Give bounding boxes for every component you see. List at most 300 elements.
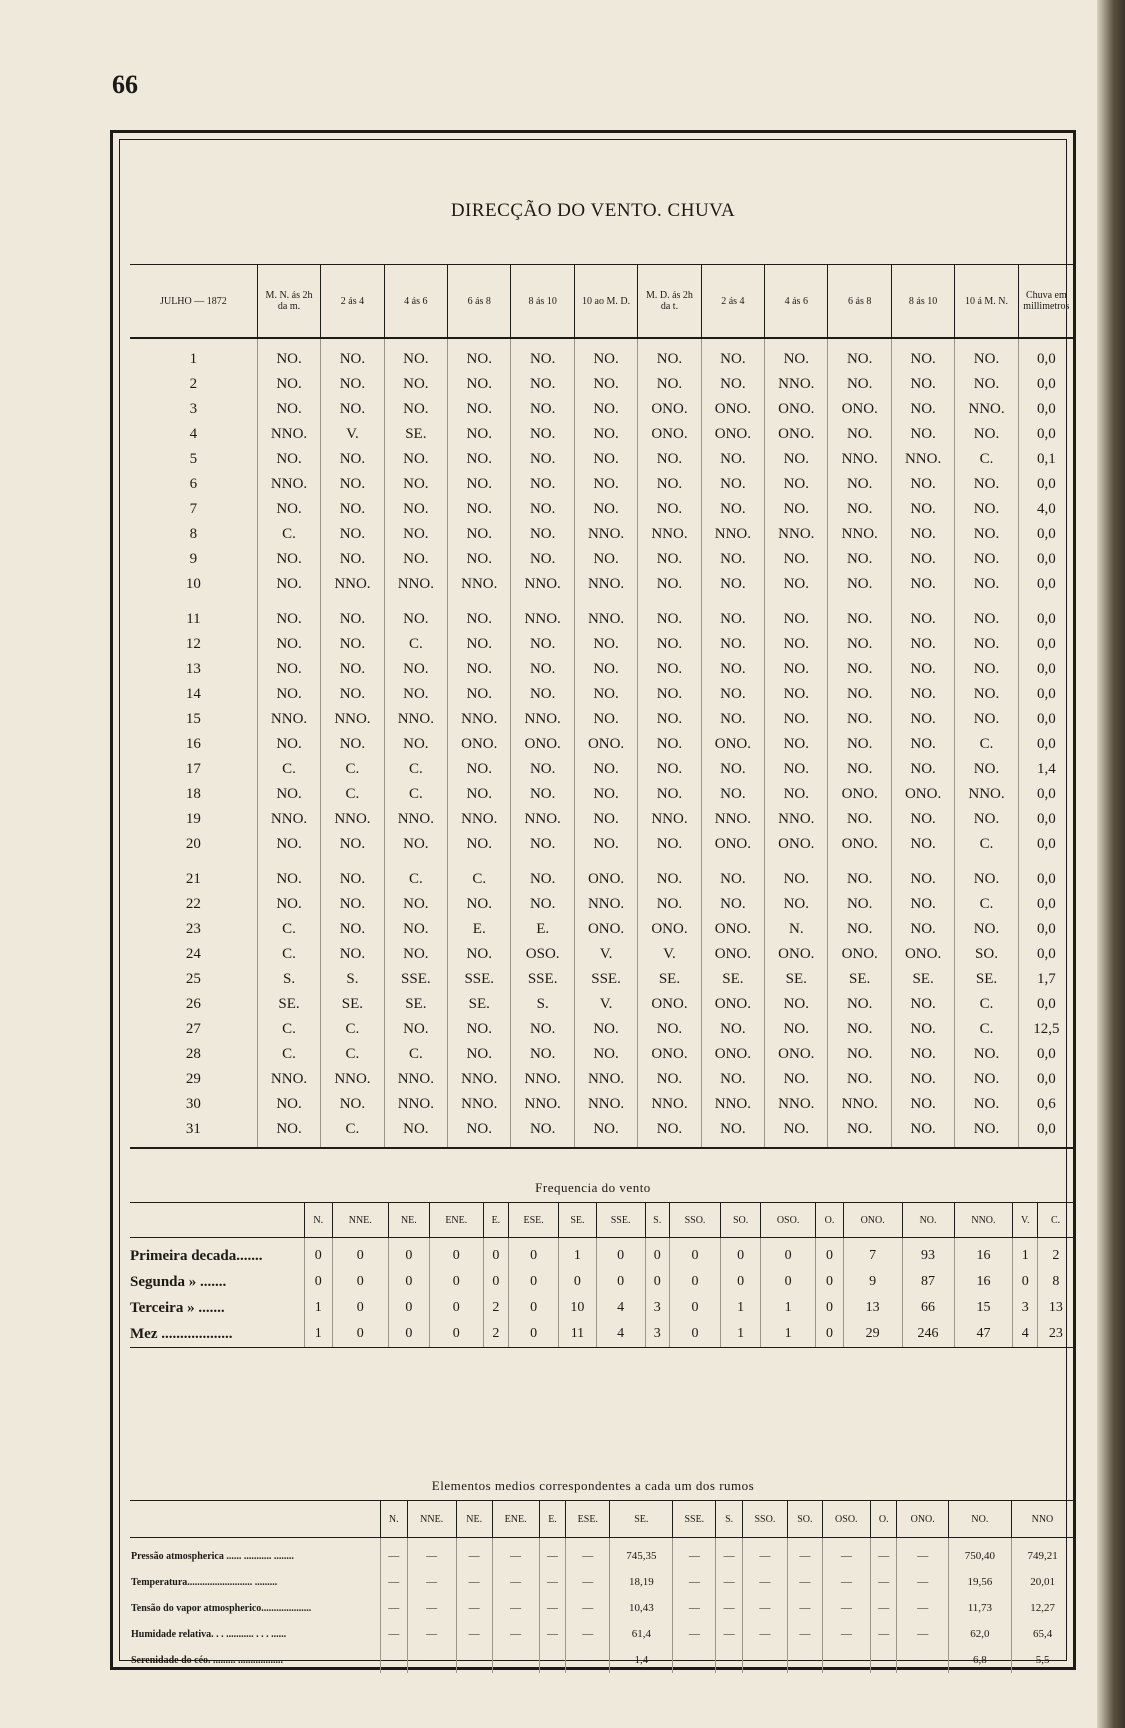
day-cell: 26 bbox=[185, 996, 201, 1012]
wind-cell: NO. bbox=[955, 657, 1018, 682]
wind-cell: NO. bbox=[511, 497, 574, 522]
frequency-cell: 0 bbox=[721, 1269, 761, 1295]
elements-row bbox=[130, 1569, 1074, 1595]
elements-cell: — bbox=[407, 1647, 456, 1673]
direction-header: E. bbox=[483, 1203, 508, 1238]
table-row bbox=[130, 732, 1074, 757]
wind-cell: NO. bbox=[511, 632, 574, 657]
wind-cell: NO. bbox=[638, 892, 701, 917]
wind-cell: NNO. bbox=[511, 572, 574, 597]
table-row bbox=[130, 832, 1074, 857]
direction-header: NE. bbox=[388, 1203, 429, 1238]
wind-cell: C. bbox=[321, 782, 384, 807]
elements-cell: 750,40 bbox=[948, 1538, 1011, 1570]
elements-cell: — bbox=[897, 1647, 948, 1673]
wind-cell: ONO. bbox=[765, 397, 828, 422]
wind-cell: NO. bbox=[955, 1092, 1018, 1117]
wind-cell: NO. bbox=[891, 857, 954, 892]
wind-cell: NO. bbox=[891, 522, 954, 547]
wind-cell: NO. bbox=[701, 757, 764, 782]
frequency-cell: 0 bbox=[483, 1269, 508, 1295]
frequency-cell: 8 bbox=[1038, 1269, 1074, 1295]
frequency-cell: 0 bbox=[429, 1321, 483, 1348]
wind-cell: NNO. bbox=[511, 1067, 574, 1092]
wind-cell: NO. bbox=[701, 1067, 764, 1092]
wind-cell: NO. bbox=[891, 547, 954, 572]
wind-cell: NO. bbox=[321, 857, 384, 892]
direction-header: SE. bbox=[559, 1203, 596, 1238]
wind-cell: SSE. bbox=[511, 967, 574, 992]
frequency-row-label: Primeira decada....... bbox=[130, 1247, 263, 1264]
wind-cell: NO. bbox=[384, 447, 447, 472]
frequency-cell: 0 bbox=[508, 1295, 558, 1321]
elements-cell: — bbox=[566, 1621, 610, 1647]
wind-cell: NO. bbox=[574, 497, 637, 522]
rain-cell: 0,0 bbox=[1018, 572, 1074, 597]
wind-cell: NNO. bbox=[448, 807, 511, 832]
frequency-row-label: Segunda » ....... bbox=[130, 1273, 227, 1290]
elements-cell: — bbox=[822, 1647, 870, 1673]
wind-cell: NO. bbox=[828, 472, 891, 497]
table-row bbox=[130, 597, 1074, 632]
wind-cell: NO. bbox=[574, 547, 637, 572]
wind-cell: NO. bbox=[384, 597, 447, 632]
elements-cell: 5,5 bbox=[1011, 1647, 1073, 1673]
wind-cell: C. bbox=[257, 1042, 320, 1067]
elements-cell: — bbox=[539, 1621, 566, 1647]
day-cell: 10 bbox=[185, 576, 201, 592]
wind-cell: NO. bbox=[321, 657, 384, 682]
wind-cell: NO. bbox=[701, 782, 764, 807]
wind-cell: NO. bbox=[448, 597, 511, 632]
wind-cell: NO. bbox=[384, 547, 447, 572]
frequency-cell: 0 bbox=[508, 1321, 558, 1348]
wind-cell: SE. bbox=[638, 967, 701, 992]
elements-cell: — bbox=[492, 1621, 539, 1647]
elements-cell: — bbox=[566, 1595, 610, 1621]
wind-cell: SE. bbox=[257, 992, 320, 1017]
wind-cell: NO. bbox=[321, 942, 384, 967]
wind-cell: C. bbox=[448, 857, 511, 892]
frequency-cell: 0 bbox=[816, 1238, 844, 1270]
elements-cell: — bbox=[566, 1569, 610, 1595]
table-row bbox=[130, 892, 1074, 917]
wind-cell: NO. bbox=[828, 1042, 891, 1067]
wind-cell: ONO. bbox=[828, 832, 891, 857]
elements-cell: — bbox=[456, 1621, 492, 1647]
wind-cell: C. bbox=[955, 732, 1018, 757]
wind-cell: NNO. bbox=[765, 1092, 828, 1117]
wind-frequency-table bbox=[130, 1202, 1074, 1348]
elements-cell: — bbox=[492, 1538, 539, 1570]
wind-cell: NO. bbox=[448, 1117, 511, 1148]
day-cell: 12 bbox=[185, 636, 201, 652]
wind-cell: C. bbox=[384, 632, 447, 657]
wind-cell: NO. bbox=[955, 497, 1018, 522]
wind-cell: NO. bbox=[448, 472, 511, 497]
frequency-cell: 0 bbox=[332, 1295, 388, 1321]
header-row bbox=[130, 265, 1074, 339]
rain-cell: 0,6 bbox=[1018, 1092, 1074, 1117]
frequency-cell: 16 bbox=[954, 1269, 1013, 1295]
frequency-cell: 0 bbox=[388, 1269, 429, 1295]
page-edge-shadow bbox=[1097, 0, 1125, 1728]
direction-header: E. bbox=[539, 1501, 566, 1538]
frequency-cell: 0 bbox=[669, 1321, 721, 1348]
table-row bbox=[130, 682, 1074, 707]
column-header: 8 ás 10 bbox=[511, 265, 574, 339]
day-cell: 1 bbox=[189, 351, 198, 367]
rain-cell: 12,5 bbox=[1018, 1017, 1074, 1042]
elements-cell: — bbox=[870, 1538, 897, 1570]
wind-cell: ONO. bbox=[701, 917, 764, 942]
wind-cell: NO. bbox=[701, 657, 764, 682]
wind-cell: NO. bbox=[955, 757, 1018, 782]
frequency-cell: 0 bbox=[760, 1269, 815, 1295]
wind-cell: NNO. bbox=[701, 807, 764, 832]
wind-cell: NO. bbox=[701, 372, 764, 397]
wind-cell: NO. bbox=[828, 732, 891, 757]
page-number: 66 bbox=[112, 70, 138, 99]
wind-cell: NO. bbox=[257, 732, 320, 757]
elements-cell: 11,73 bbox=[948, 1595, 1011, 1621]
wind-cell: NO. bbox=[891, 632, 954, 657]
table-row bbox=[130, 422, 1074, 447]
wind-cell: OSO. bbox=[511, 942, 574, 967]
wind-cell: NO. bbox=[448, 1017, 511, 1042]
frequency-cell: 0 bbox=[669, 1269, 721, 1295]
wind-cell: NO. bbox=[891, 422, 954, 447]
rain-cell: 0,0 bbox=[1018, 422, 1074, 447]
frequency-cell: 9 bbox=[843, 1269, 902, 1295]
wind-cell: NO. bbox=[448, 832, 511, 857]
wind-cell: NO. bbox=[891, 1117, 954, 1148]
table-row bbox=[130, 657, 1074, 682]
rain-cell: 0,0 bbox=[1018, 892, 1074, 917]
frequency-cell: 4 bbox=[1013, 1321, 1038, 1348]
table-row bbox=[130, 782, 1074, 807]
frequency-row bbox=[130, 1238, 1074, 1270]
day-cell: 23 bbox=[185, 921, 201, 937]
wind-cell: NO. bbox=[384, 917, 447, 942]
wind-cell: NO. bbox=[891, 992, 954, 1017]
wind-cell: NO. bbox=[828, 857, 891, 892]
wind-cell: ONO. bbox=[638, 397, 701, 422]
rain-cell: 0,0 bbox=[1018, 547, 1074, 572]
wind-cell: NO. bbox=[448, 657, 511, 682]
frequency-cell: 23 bbox=[1038, 1321, 1074, 1348]
wind-cell: NO. bbox=[384, 497, 447, 522]
wind-cell: NO. bbox=[891, 682, 954, 707]
wind-cell: ONO. bbox=[828, 782, 891, 807]
wind-cell: NO. bbox=[828, 1117, 891, 1148]
frequency-header-row bbox=[130, 1203, 1074, 1238]
elements-cell: — bbox=[788, 1538, 823, 1570]
wind-cell: NO. bbox=[574, 472, 637, 497]
wind-cell: NO. bbox=[448, 447, 511, 472]
frequency-cell: 0 bbox=[816, 1295, 844, 1321]
wind-cell: NO. bbox=[638, 497, 701, 522]
wind-cell: NO. bbox=[828, 807, 891, 832]
day-cell: 3 bbox=[189, 401, 198, 417]
wind-cell: C. bbox=[384, 782, 447, 807]
wind-cell: SO. bbox=[955, 942, 1018, 967]
frequency-cell: 13 bbox=[1038, 1295, 1074, 1321]
wind-cell: C. bbox=[384, 1042, 447, 1067]
elements-cell: — bbox=[716, 1569, 743, 1595]
rain-cell: 0,0 bbox=[1018, 1042, 1074, 1067]
elements-cell: 749,21 bbox=[1011, 1538, 1073, 1570]
wind-cell: NO. bbox=[448, 338, 511, 372]
wind-cell: ONO. bbox=[638, 422, 701, 447]
wind-cell: NNO. bbox=[574, 892, 637, 917]
direction-header: SSO. bbox=[742, 1501, 787, 1538]
frequency-row bbox=[130, 1321, 1074, 1348]
direction-header: O. bbox=[816, 1203, 844, 1238]
wind-cell: NO. bbox=[701, 632, 764, 657]
elements-cell: 10,43 bbox=[610, 1595, 673, 1621]
wind-cell: NO. bbox=[511, 682, 574, 707]
wind-cell: NO. bbox=[638, 857, 701, 892]
column-header: 10 á M. N. bbox=[955, 265, 1018, 339]
wind-cell: C. bbox=[257, 1017, 320, 1042]
wind-cell: NO. bbox=[574, 782, 637, 807]
wind-cell: NO. bbox=[701, 682, 764, 707]
frequency-cell: 0 bbox=[760, 1238, 815, 1270]
frequency-cell: 2 bbox=[483, 1321, 508, 1348]
table-frame-inner bbox=[119, 139, 1070, 1666]
elements-cell: 19,56 bbox=[948, 1569, 1011, 1595]
wind-cell: NO. bbox=[574, 397, 637, 422]
elements-cell: — bbox=[716, 1621, 743, 1647]
wind-cell: NO. bbox=[448, 1042, 511, 1067]
table-row bbox=[130, 397, 1074, 422]
elements-cell: 1,4 bbox=[610, 1647, 673, 1673]
wind-cell: NO. bbox=[891, 397, 954, 422]
wind-cell: NO. bbox=[511, 372, 574, 397]
wind-cell: V. bbox=[321, 422, 384, 447]
elements-header-row bbox=[130, 1501, 1074, 1538]
day-cell: 25 bbox=[185, 971, 201, 987]
wind-cell: NNO. bbox=[257, 1067, 320, 1092]
wind-cell: NNO. bbox=[828, 522, 891, 547]
wind-cell: NO. bbox=[828, 1067, 891, 1092]
wind-cell: SE. bbox=[701, 967, 764, 992]
frequency-row-label: Mez ................... bbox=[130, 1321, 305, 1348]
rain-cell: 0,0 bbox=[1018, 942, 1074, 967]
elements-row bbox=[130, 1621, 1074, 1647]
wind-cell: NO. bbox=[701, 857, 764, 892]
wind-cell: NO. bbox=[828, 757, 891, 782]
rain-cell: 1,7 bbox=[1018, 967, 1074, 992]
direction-header: NE. bbox=[456, 1501, 492, 1538]
direction-header: S. bbox=[716, 1501, 743, 1538]
column-header: 6 ás 8 bbox=[828, 265, 891, 339]
frequency-cell: 3 bbox=[1013, 1295, 1038, 1321]
rain-cell: 0,0 bbox=[1018, 472, 1074, 497]
elements-cell: — bbox=[381, 1538, 408, 1570]
frequency-cell: 0 bbox=[305, 1238, 333, 1270]
wind-cell: NO. bbox=[891, 807, 954, 832]
wind-cell: NO. bbox=[511, 892, 574, 917]
day-cell: 28 bbox=[185, 1046, 201, 1062]
rain-cell: 0,0 bbox=[1018, 597, 1074, 632]
wind-cell: NNO. bbox=[321, 572, 384, 597]
table-row bbox=[130, 1092, 1074, 1117]
wind-cell: C. bbox=[257, 942, 320, 967]
wind-cell: NO. bbox=[955, 857, 1018, 892]
table-row bbox=[130, 967, 1074, 992]
elements-cell: 18,19 bbox=[610, 1569, 673, 1595]
frequency-cell: 16 bbox=[954, 1238, 1013, 1270]
elements-cell: — bbox=[673, 1621, 716, 1647]
wind-cell: NO. bbox=[891, 497, 954, 522]
wind-cell: NO. bbox=[701, 892, 764, 917]
frequency-cell: 4 bbox=[596, 1321, 645, 1348]
wind-cell: ONO. bbox=[701, 832, 764, 857]
wind-cell: NO. bbox=[828, 1017, 891, 1042]
wind-cell: NO. bbox=[574, 807, 637, 832]
wind-cell: NO. bbox=[891, 472, 954, 497]
elements-cell: — bbox=[381, 1595, 408, 1621]
direction-header: O. bbox=[870, 1501, 897, 1538]
wind-cell: NO. bbox=[765, 597, 828, 632]
wind-cell: NO. bbox=[384, 832, 447, 857]
wind-cell: NO. bbox=[448, 397, 511, 422]
wind-cell: NNO. bbox=[574, 1067, 637, 1092]
day-cell: 13 bbox=[185, 661, 201, 677]
wind-cell: NO. bbox=[891, 892, 954, 917]
wind-cell: ONO. bbox=[765, 942, 828, 967]
wind-cell: NO. bbox=[638, 682, 701, 707]
frequency-cell: 0 bbox=[483, 1238, 508, 1270]
frequency-cell: 1 bbox=[760, 1321, 815, 1348]
elements-cell: — bbox=[456, 1647, 492, 1673]
wind-cell: NO. bbox=[574, 422, 637, 447]
wind-cell: ONO. bbox=[574, 857, 637, 892]
wind-cell: NO. bbox=[384, 892, 447, 917]
day-cell: 20 bbox=[185, 836, 201, 852]
wind-cell: NO. bbox=[638, 707, 701, 732]
column-header: M. N. ás 2h da m. bbox=[257, 265, 320, 339]
wind-cell: NO. bbox=[257, 857, 320, 892]
wind-cell: NO. bbox=[765, 472, 828, 497]
wind-cell: ONO. bbox=[701, 422, 764, 447]
wind-cell: NO. bbox=[384, 338, 447, 372]
wind-cell: NO. bbox=[765, 992, 828, 1017]
wind-cell: NO. bbox=[321, 447, 384, 472]
frequency-cell: 0 bbox=[388, 1238, 429, 1270]
direction-header: S. bbox=[645, 1203, 669, 1238]
wind-cell: ONO. bbox=[765, 1042, 828, 1067]
wind-cell: NO. bbox=[384, 942, 447, 967]
wind-cell: ONO. bbox=[638, 992, 701, 1017]
elements-cell: — bbox=[407, 1538, 456, 1570]
wind-cell: NO. bbox=[257, 1117, 320, 1148]
frequency-cell: 0 bbox=[1013, 1269, 1038, 1295]
wind-cell: NO. bbox=[321, 497, 384, 522]
rain-cell: 0,0 bbox=[1018, 632, 1074, 657]
elements-cell: — bbox=[716, 1647, 743, 1673]
frequency-cell: 246 bbox=[902, 1321, 954, 1348]
wind-cell: NO. bbox=[321, 338, 384, 372]
wind-cell: NO. bbox=[574, 447, 637, 472]
elements-row bbox=[130, 1647, 1074, 1673]
wind-cell: NO. bbox=[701, 447, 764, 472]
elements-cell: — bbox=[742, 1538, 787, 1570]
elements-cell: — bbox=[381, 1621, 408, 1647]
wind-cell: NNO. bbox=[448, 1067, 511, 1092]
wind-cell: ONO. bbox=[701, 942, 764, 967]
wind-cell: NO. bbox=[891, 1042, 954, 1067]
wind-cell: NO. bbox=[701, 497, 764, 522]
wind-cell: NO. bbox=[955, 472, 1018, 497]
wind-cell: NO. bbox=[257, 338, 320, 372]
elements-cell: — bbox=[673, 1595, 716, 1621]
wind-cell: NO. bbox=[511, 832, 574, 857]
direction-header: SSE. bbox=[596, 1203, 645, 1238]
wind-cell: NNO. bbox=[448, 707, 511, 732]
elements-cell: — bbox=[822, 1569, 870, 1595]
wind-cell: NO. bbox=[321, 547, 384, 572]
direction-header: NO. bbox=[902, 1203, 954, 1238]
elements-cell: — bbox=[539, 1538, 566, 1570]
column-header: 4 ás 6 bbox=[384, 265, 447, 339]
wind-cell: NNO. bbox=[257, 472, 320, 497]
wind-cell: S. bbox=[511, 992, 574, 1017]
wind-cell: C. bbox=[955, 892, 1018, 917]
wind-cell: NO. bbox=[638, 757, 701, 782]
wind-cell: NO. bbox=[321, 372, 384, 397]
wind-cell: NNO. bbox=[384, 807, 447, 832]
wind-cell: NO. bbox=[257, 397, 320, 422]
rain-cell: 0,0 bbox=[1018, 832, 1074, 857]
wind-cell: NO. bbox=[574, 632, 637, 657]
wind-cell: NO. bbox=[828, 572, 891, 597]
direction-header: OSO. bbox=[822, 1501, 870, 1538]
wind-cell: NO. bbox=[955, 597, 1018, 632]
wind-cell: NO. bbox=[765, 632, 828, 657]
frequency-cell: 0 bbox=[388, 1321, 429, 1348]
wind-cell: NO. bbox=[765, 707, 828, 732]
wind-cell: NO. bbox=[511, 1042, 574, 1067]
wind-cell: NNO. bbox=[257, 807, 320, 832]
rain-cell: 0,0 bbox=[1018, 732, 1074, 757]
wind-cell: NO. bbox=[574, 657, 637, 682]
wind-cell: NO. bbox=[448, 372, 511, 397]
elements-cell: — bbox=[788, 1595, 823, 1621]
wind-cell: NO. bbox=[765, 1017, 828, 1042]
wind-cell: NNO. bbox=[384, 1092, 447, 1117]
wind-cell: NO. bbox=[257, 632, 320, 657]
wind-cell: NO. bbox=[701, 707, 764, 732]
wind-cell: NO. bbox=[765, 547, 828, 572]
wind-cell: NO. bbox=[955, 807, 1018, 832]
frequency-cell: 93 bbox=[902, 1238, 954, 1270]
frequency-cell: 0 bbox=[429, 1295, 483, 1321]
rain-cell: 0,0 bbox=[1018, 707, 1074, 732]
wind-cell: NNO. bbox=[511, 807, 574, 832]
wind-cell: NO. bbox=[955, 632, 1018, 657]
wind-cell: NO. bbox=[511, 472, 574, 497]
day-cell: 7 bbox=[189, 501, 198, 517]
frequency-cell: 7 bbox=[843, 1238, 902, 1270]
wind-cell: E. bbox=[511, 917, 574, 942]
frequency-cell: 0 bbox=[508, 1269, 558, 1295]
wind-cell: NO. bbox=[448, 632, 511, 657]
frequency-cell: 0 bbox=[669, 1295, 721, 1321]
table-row bbox=[130, 632, 1074, 657]
